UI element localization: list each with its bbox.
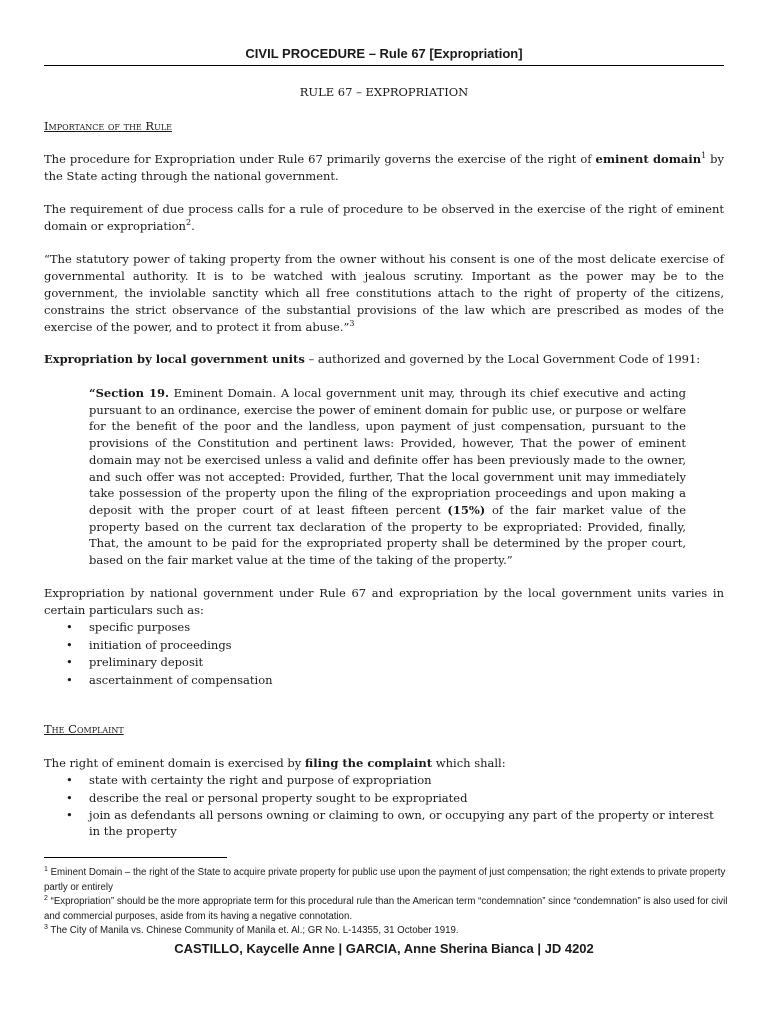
bullet-icon: • — [66, 655, 73, 669]
footnote-2: $^2$ “Expropriation” should be the more appropriate term for this procedural rule than the American term “condemnation” since “condemnation” is also used for civil and commercial purposes, aside from its having a negative connotation. — [44, 894, 728, 922]
list-item: • specific purposes — [66, 619, 726, 637]
footnote-ref-3: 3 — [349, 319, 355, 329]
bullet-icon: • — [66, 773, 73, 787]
bullet-icon: • — [66, 790, 73, 805]
lgu-bold: Expropriation by local government units — [44, 352, 305, 366]
particulars-list — [66, 619, 726, 689]
paragraph-varies: Expropriation by national government under Rule 67 and expropriation by the local government units varies in certain particulars such as: — [44, 586, 724, 617]
paragraph-complaint-intro: The right of eminent domain is exercised by filing the complaint which shall: — [44, 756, 506, 770]
blockquote-section-19 — [89, 385, 686, 569]
paragraph-eminent-domain — [44, 151, 724, 185]
list-item: • join as defendants all persons owning or claiming to own, or occupying any part of the property or interest in the property — [66, 808, 714, 838]
list-item: • preliminary deposit — [66, 654, 726, 672]
footnote-ref-1: 1 — [701, 151, 707, 161]
bullet-icon: • — [66, 672, 73, 687]
quote-percent: (15%) — [447, 502, 486, 517]
paragraph-due-process — [44, 201, 724, 235]
list-item: • state with certainty the right and purpose of expropriation — [66, 772, 726, 790]
bullet-icon: • — [66, 637, 73, 652]
p1-text-end: by the State acting through the national government. — [44, 152, 724, 183]
page-footer-authors: CASTILLO, Kaycelle Anne | GARCIA, Anne Sherina Bianca | JD 4202 — [174, 941, 594, 956]
footnote-divider — [44, 857, 227, 858]
footnote-ref-2: 2 — [185, 218, 192, 228]
lgu-text: – authorized and governed by the Local Government Code of 1991: — [304, 352, 701, 366]
section-heading-importance: Importance of the Rule — [44, 119, 172, 133]
bullet-icon: • — [66, 620, 73, 634]
paragraph-statutory-power — [44, 251, 724, 336]
p1-bold: eminent domain — [595, 152, 702, 166]
quote-text-end: of the fair market value of the property based on the current tax declaration of the property to be expropriated: Provided, finally, That, the amount to be paid for the expropriated property shall be determined by the proper court, based on the fair market value at the time of the taking of the property.” — [89, 502, 686, 568]
quote-section-label: Section 19. — [95, 386, 169, 400]
footnote-1: $^1$ Eminent Domain – the right of the State to acquire private property for public use upon the payment of just compensation; the right extends to private property partly or entirely — [44, 865, 726, 893]
page-header-title: CIVIL PROCEDURE – Rule 67 [Expropriation] — [245, 46, 523, 61]
bullet-icon: • — [66, 808, 73, 822]
quote-open: “ — [89, 386, 96, 400]
paragraph-lgu — [44, 351, 724, 368]
rule-title: RULE 67 – EXPROPRIATION — [299, 85, 469, 99]
p2-text: The requirement of due process calls for a rule of procedure to be observed in the exercise of the right of eminent domain or expropriation — [44, 202, 724, 233]
list-item: • describe the real or personal property sought to be expropriated — [66, 790, 726, 808]
filing-complaint-bold: filing the complaint — [304, 756, 433, 770]
footnote-3: $^3$ The City of Manila vs. Chinese Community of Manila et. Al.; GR No. L-14355, 31 October 1919. — [44, 923, 459, 936]
section-heading-complaint: The Complaint — [44, 722, 124, 736]
p1-text: The procedure for Expropriation under Rule 67 primarily governs the exercise of the right of — [44, 152, 596, 166]
p2-end: . — [191, 219, 195, 233]
list-item: • ascertainment of compensation — [66, 672, 726, 690]
complaint-list — [66, 772, 726, 839]
list-item: • initiation of proceedings — [66, 637, 726, 655]
p3-text: “The statutory power of taking property from the owner without his consent is one of the most delicate exercise of governmental authority. It is to be watched with jealous scrutiny. Important as the power may be to the government, the inviolable sanctity which all free constitutions attach to the right of property of the citizens, constrains the strict observance of the substantial provisions of the law which are prescribed as modes of the exercise of the power, and to protect it from abuse.” — [44, 252, 724, 334]
quote-text: Eminent Domain. A local government unit may, through its chief executive and acting pursuant to an ordinance, exercise the power of eminent domain for public use, or purpose or welfare for the benefit of the poor and the landless, upon payment of just compensation, pursuant to the provisions of the Constitution and pertinent laws: Provided, however, That the power of eminent domain may not be exercised unless a valid and definite offer has been previously made to the owner, and such offer was not accepted: Provided, further, That the local government unit may immediately take possession of the property upon the filing of the expropriation proceedings and upon making a deposit with the proper court of at least fifteen percent — [89, 386, 686, 517]
header-divider — [44, 65, 724, 66]
